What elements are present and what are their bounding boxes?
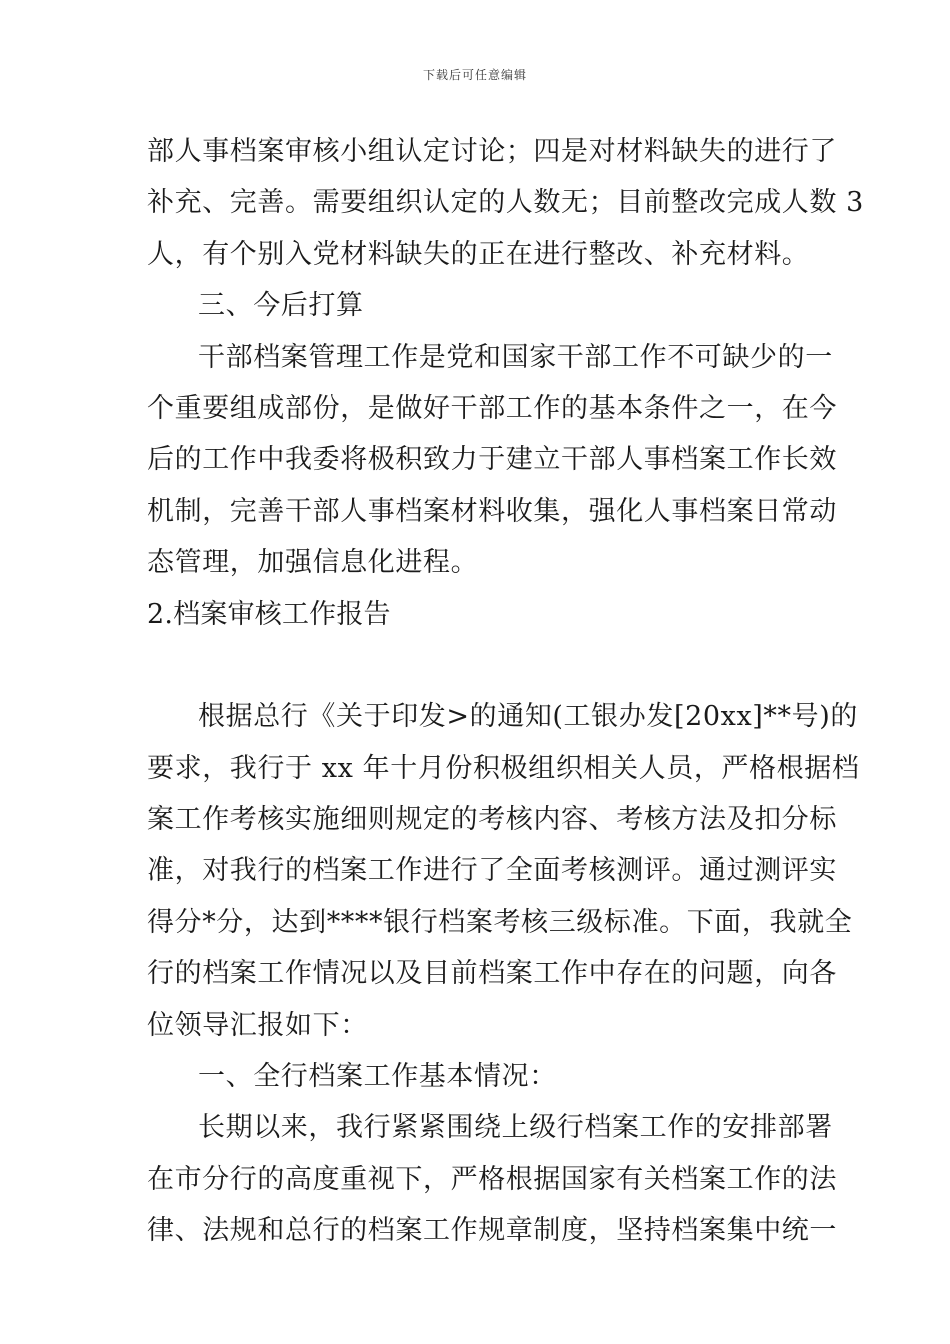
- document-body: [147, 126, 864, 1257]
- blank-line: [147, 640, 809, 691]
- paragraph-line: 长期以来，我行紧紧围绕上级行档案工作的安排部署: [198, 1112, 833, 1144]
- paragraph-line: 态管理，加强信息化进程。: [147, 547, 479, 579]
- paragraph-line: 行的档案工作情况以及目前档案工作中存在的问题，向各: [147, 958, 837, 990]
- section-heading: 三、今后打算: [198, 290, 364, 322]
- report-title: 2.档案审核工作报告: [147, 598, 391, 630]
- paragraph-line: 部人事档案审核小组认定讨论；四是对材料缺失的进行了: [147, 136, 837, 167]
- paragraph-line: 个重要组成部份，是做好干部工作的基本条件之一，在今: [147, 392, 837, 424]
- paragraph-line: 人，有个别入党材料缺失的正在进行整改、补充材料。: [147, 238, 810, 270]
- paragraph-line: 补充、完善。需要组织认定的人数无；目前整改完成人数 3: [147, 187, 864, 219]
- paragraph-line: 机制，完善干部人事档案材料收集，强化人事档案日常动: [147, 495, 837, 527]
- paragraph-line: 律、法规和总行的档案工作规章制度，坚持档案集中统一: [147, 1215, 837, 1247]
- paragraph-line: 案工作考核实施细则规定的考核内容、考核方法及扣分标: [147, 804, 837, 836]
- paragraph-line: 干部档案管理工作是党和国家干部工作不可缺少的一: [198, 341, 833, 373]
- paragraph-line: 位领导汇报如下：: [147, 1009, 368, 1041]
- paragraph-line: 得分*分，达到****银行档案考核三级标准。下面，我就全: [147, 906, 853, 938]
- paragraph-line: 在市分行的高度重视下，严格根据国家有关档案工作的法: [147, 1163, 837, 1195]
- section-heading: 一、全行档案工作基本情况：: [198, 1061, 557, 1093]
- paragraph-line: 准，对我行的档案工作进行了全面考核测评。通过测评实: [147, 855, 837, 887]
- paragraph-line: 要求，我行于 xx 年十月份积极组织相关人员，严格根据档: [147, 752, 860, 784]
- page-header-note: 下载后可任意编辑: [422, 68, 527, 82]
- paragraph-line: 根据总行《关于印发>的通知(工银办发[20xx]**号)的: [198, 701, 858, 733]
- paragraph-line: 后的工作中我委将极积致力于建立干部人事档案工作长效: [147, 444, 837, 476]
